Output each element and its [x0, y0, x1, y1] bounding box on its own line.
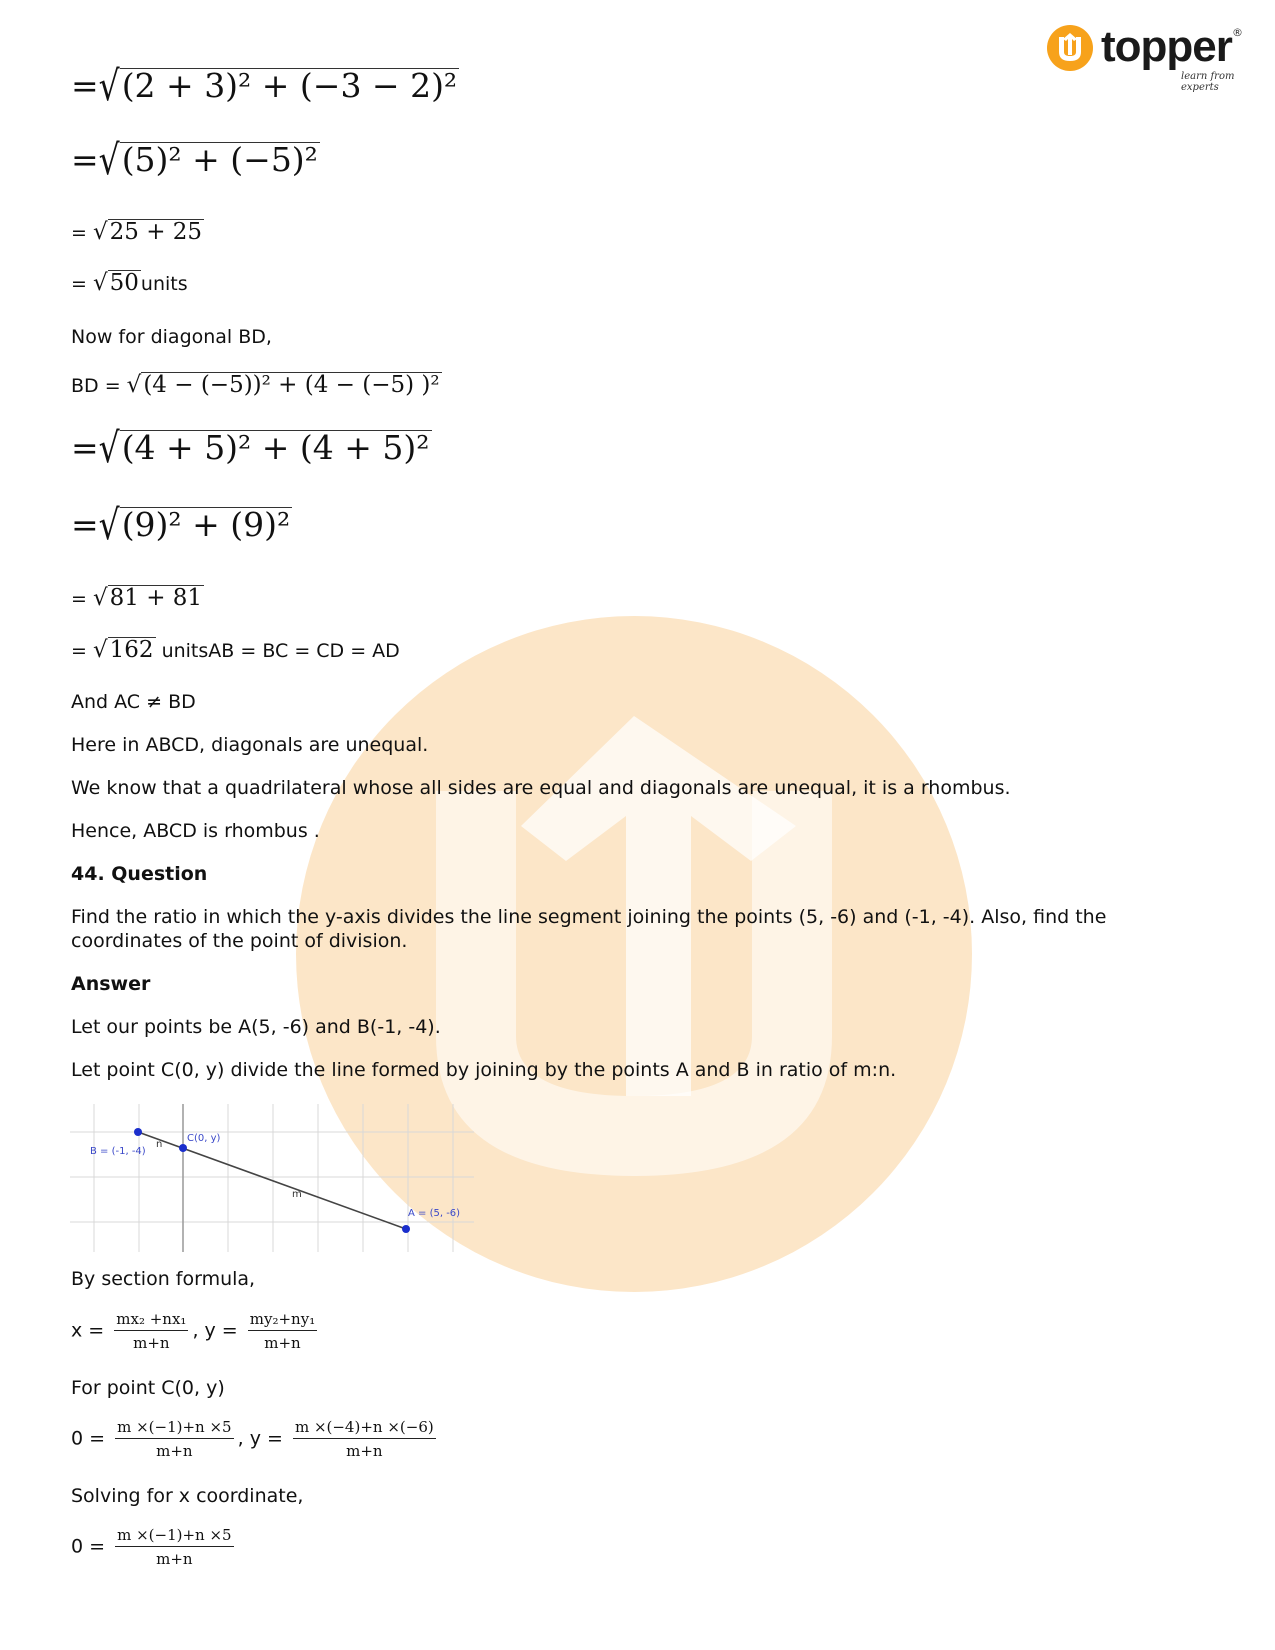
denominator: m+n — [264, 1334, 301, 1352]
y-label: , y = — [237, 1427, 283, 1450]
point-c-formula — [71, 1418, 440, 1460]
radicand: (4 − (−5))² + (4 − (−5) )² — [143, 372, 440, 398]
radicand: (2 + 3)² + (−3 − 2)² — [121, 66, 458, 105]
equals-sign: = — [71, 428, 99, 467]
numerator: m ×(−4)+n ×(−6) — [293, 1418, 436, 1439]
cy-fraction — [293, 1418, 436, 1460]
step-line-1: =√(2 + 3)² + (−3 − 2)² — [71, 61, 458, 110]
diagonals-unequal-text: Here in ABCD, diagonals are unequal. — [71, 734, 429, 756]
radicand: (9)² + (9)² — [121, 505, 291, 544]
point-c-text: Let point C(0, y) divide the line formed by joining by the points A and B in ratio of m:n. — [71, 1059, 897, 1081]
equals-sign: = — [71, 640, 87, 662]
numerator: my₂+ny₁ — [248, 1310, 317, 1331]
label-a: A = (5, -6) — [408, 1208, 461, 1219]
label-n: n — [156, 1139, 163, 1150]
point-c — [179, 1144, 187, 1152]
label-m: m — [292, 1189, 302, 1200]
zero-label: 0 = — [71, 1535, 106, 1558]
grid-lines — [70, 1104, 474, 1252]
final-formula — [71, 1526, 238, 1568]
zero-label: 0 = — [71, 1427, 106, 1450]
diagonal-bd-text: Now for diagonal BD, — [71, 326, 272, 348]
numerator: m ×(−1)+n ×5 — [115, 1418, 234, 1439]
step-line-8: = √81 + 81 — [71, 585, 203, 611]
points-text: Let our points be A(5, -6) and B(-1, -4). — [71, 1016, 441, 1038]
y-fraction — [248, 1310, 317, 1352]
point-b — [134, 1128, 142, 1136]
step-line-2: =√(5)² + (−5)² — [71, 135, 318, 184]
step-line-4: = √50 units — [71, 270, 188, 296]
sides-equal-text: unitsAB = BC = CD = AD — [155, 640, 400, 662]
equals-sign: = — [71, 505, 99, 544]
section-formula — [71, 1310, 321, 1352]
step-line-7: =√(9)² + (9)² — [71, 500, 291, 549]
x-fraction — [114, 1310, 188, 1352]
label-c: C(0, y) — [187, 1133, 221, 1144]
equals-sign: = — [71, 588, 87, 610]
radicand: (4 + 5)² + (4 + 5)² — [121, 428, 430, 467]
for-point-text: For point C(0, y) — [71, 1377, 225, 1399]
radicand: 162 — [109, 637, 154, 663]
denominator: m+n — [346, 1442, 383, 1460]
question-text: Find the ratio in which the y-axis divides the line segment joining the points (5, -6) and (-1, -4). Also, find the coordinates of the point of division. — [71, 906, 1107, 952]
topper-logo-icon — [1046, 24, 1094, 72]
denominator: m+n — [133, 1334, 170, 1352]
segment-ab — [138, 1132, 406, 1229]
unit-label: units — [140, 273, 188, 295]
radicand: 50 — [109, 270, 139, 296]
registered-mark: ® — [1232, 26, 1243, 39]
label-b: B = (-1, -4) — [90, 1146, 146, 1157]
numerator: mx₂ +nx₁ — [114, 1310, 188, 1331]
step-line-9: = √162 unitsAB = BC = CD = AD — [71, 637, 400, 663]
section-formula-text: By section formula, — [71, 1268, 256, 1290]
question-heading: 44. Question — [71, 863, 208, 885]
x-label: x = — [71, 1319, 105, 1342]
equals-sign: = — [71, 140, 99, 179]
step-line-3: = √25 + 25 — [71, 219, 203, 245]
section-graph — [70, 1104, 474, 1252]
step-line-6: =√(4 + 5)² + (4 + 5)² — [71, 423, 430, 472]
topper-logo — [1046, 24, 1246, 94]
brand-tagline: learn from experts — [1181, 71, 1235, 93]
y-label: , y = — [192, 1319, 238, 1342]
rhombus-rule-text: We know that a quadrilateral whose all sides are equal and diagonals are unequal, it is a rhombus. — [71, 777, 1011, 799]
solving-text: Solving for x coordinate, — [71, 1485, 304, 1507]
brand-name: topper — [1101, 22, 1232, 71]
point-a — [402, 1225, 410, 1233]
numerator: m ×(−1)+n ×5 — [115, 1526, 234, 1547]
bd-formula: BD = √(4 − (−5))² + (4 − (−5) )² — [71, 372, 440, 398]
radicand: 25 + 25 — [109, 219, 203, 245]
equals-sign: = — [71, 273, 87, 295]
bd-label: BD = — [71, 375, 121, 397]
final-fraction — [115, 1526, 234, 1568]
radicand: (5)² + (−5)² — [121, 140, 318, 179]
equals-sign: = — [71, 222, 87, 244]
denominator: m+n — [156, 1550, 193, 1568]
cx-fraction — [115, 1418, 234, 1460]
ac-not-equal-bd: And AC ≠ BD — [71, 691, 196, 713]
denominator: m+n — [156, 1442, 193, 1460]
equals-sign: = — [71, 66, 99, 105]
radicand: 81 + 81 — [109, 585, 203, 611]
conclusion-text: Hence, ABCD is rhombus . — [71, 820, 320, 842]
answer-heading: Answer — [71, 973, 151, 995]
